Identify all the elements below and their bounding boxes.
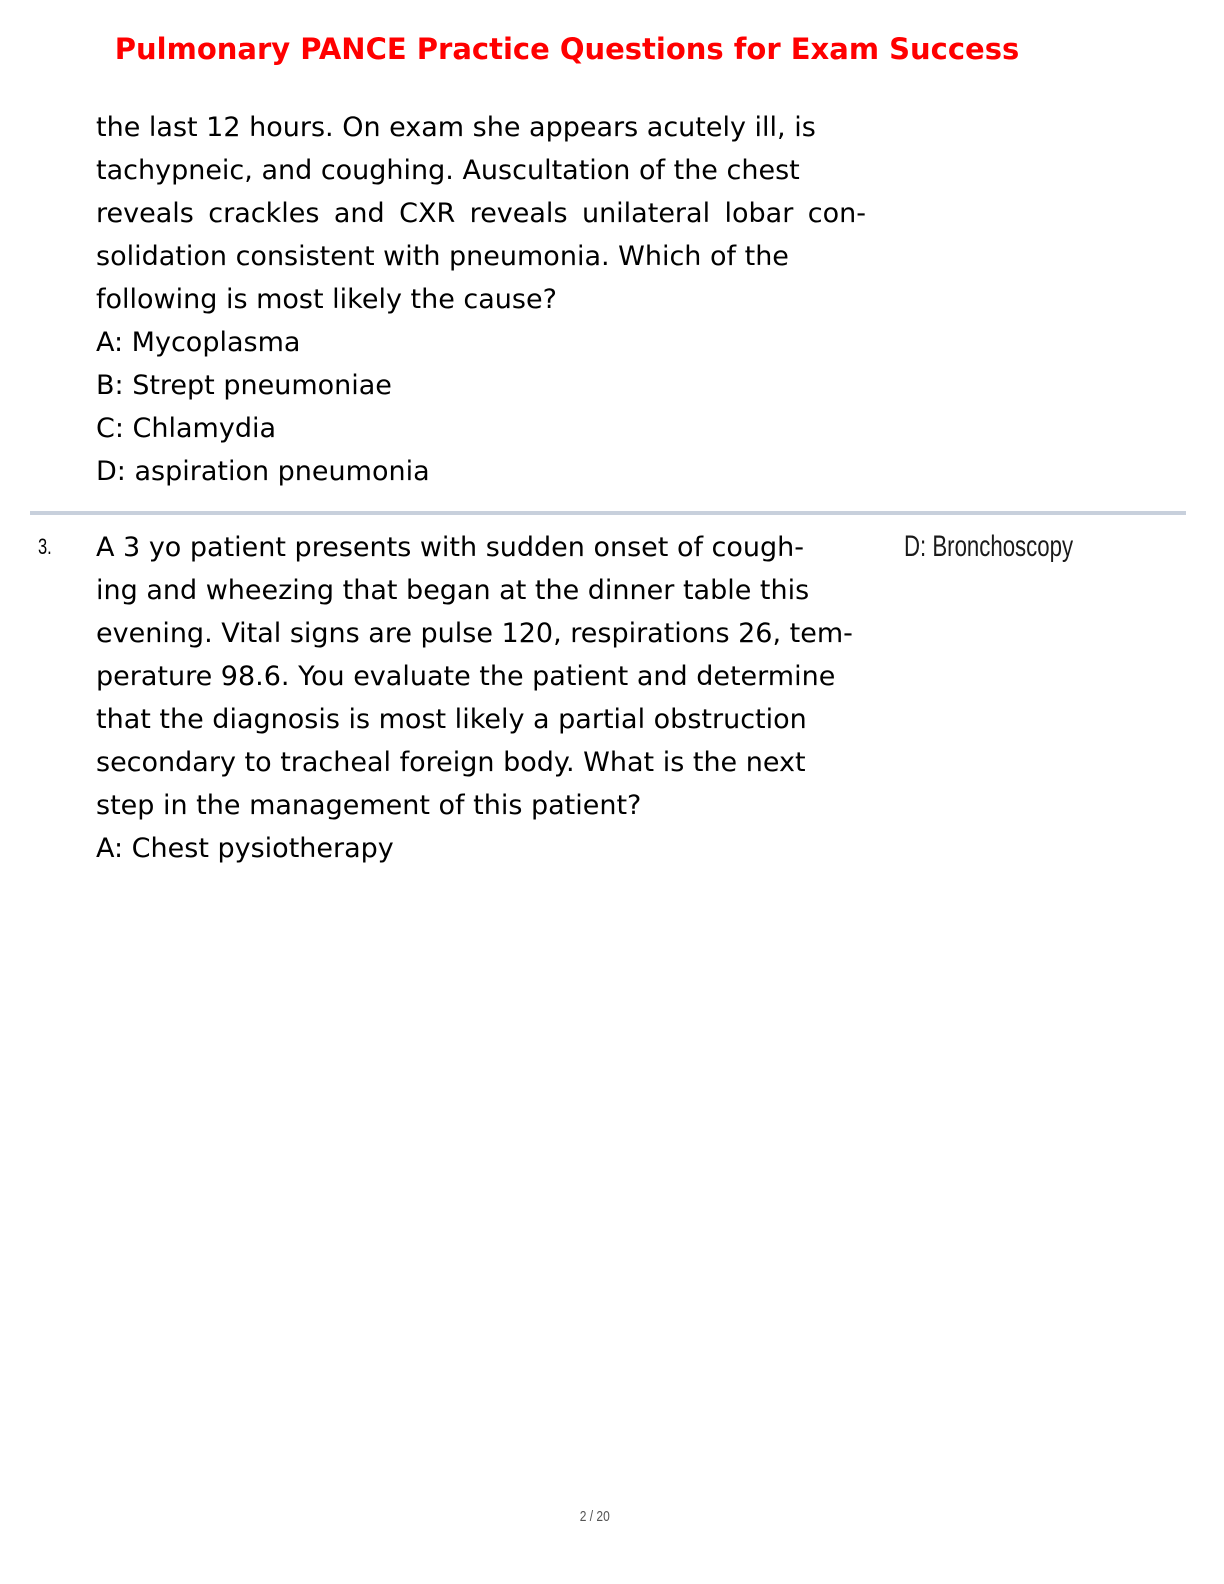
question-number: 3.: [38, 534, 52, 559]
question-line: secondary to tracheal foreign body. What is the next: [96, 747, 806, 778]
previous-question-text: [96, 106, 896, 493]
question-line: ing and wheezing that began at the dinner table this: [96, 575, 810, 606]
answer-option: B: Strept pneumoniae: [96, 370, 392, 401]
question-3-text: [96, 526, 896, 870]
correct-answer: D: Bronchoscopy: [904, 530, 1074, 563]
question-line: evening. Vital signs are pulse 120, respirations 26, tem-: [96, 618, 853, 649]
question-line: tachypneic, and coughing. Auscultation of the chest: [96, 155, 800, 186]
question-line: perature 98.6. You evaluate the patient and determine: [96, 661, 836, 692]
answer-option: C: Chlamydia: [96, 413, 277, 444]
question-line: step in the management of this patient?: [96, 790, 642, 821]
page-title: Pulmonary PANCE Practice Questions for Exam Success: [114, 32, 1020, 66]
question-line: solidation consistent with pneumonia. Which of the: [96, 241, 789, 272]
answer-option: D: aspiration pneumonia: [96, 456, 430, 487]
question-line: A 3 yo patient presents with sudden onset of cough-: [96, 532, 805, 563]
question-line: following is most likely the cause?: [96, 284, 557, 315]
question-line: the last 12 hours. On exam she appears acutely ill, is: [96, 112, 816, 143]
question-line: that the diagnosis is most likely a partial obstruction: [96, 704, 807, 735]
answer-option: A: Chest pysiotherapy: [96, 833, 394, 864]
question-divider: [30, 511, 1186, 515]
question-line: reveals crackles and CXR reveals unilateral lobar con-: [96, 198, 866, 229]
page-indicator: [0, 1508, 1190, 1525]
page-indicator-text: 2 / 20: [579, 1508, 611, 1525]
answer-option: A: Mycoplasma: [96, 327, 301, 358]
